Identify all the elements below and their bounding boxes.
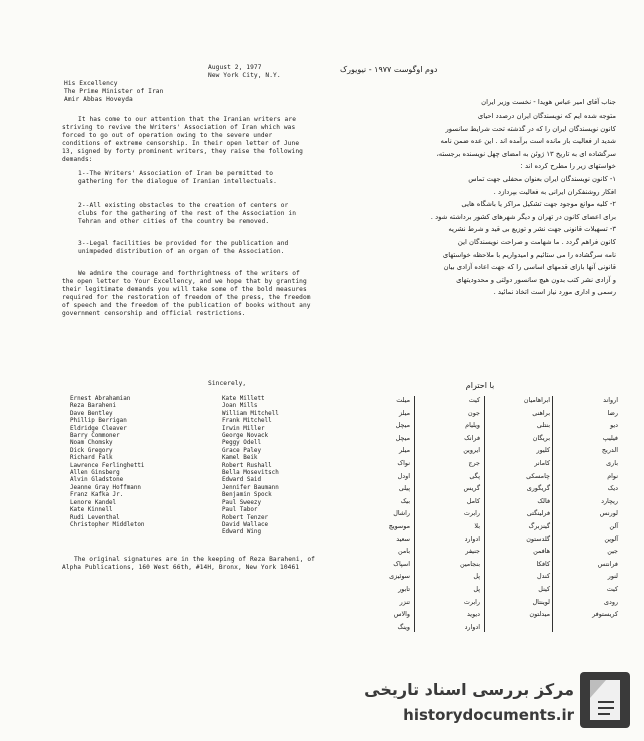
watermark-url: historydocuments.ir xyxy=(403,706,574,724)
persian-signatory-name: فرانتس xyxy=(597,559,618,568)
persian-signatory-name: کندل xyxy=(537,572,550,581)
persian-signatory-name: بنتلی xyxy=(536,421,550,430)
signatory-name: Kate Kinnell xyxy=(70,507,113,514)
persian-signatory-name: بنجامین xyxy=(460,559,480,568)
persian-signatory-name: فرانک xyxy=(464,433,480,442)
persian-signatory-name: الدریج xyxy=(601,446,618,455)
addressee-line: His Excellency xyxy=(64,80,118,87)
signatory-name: Christopher Middleton xyxy=(70,521,145,528)
signatory-name: Kamel Beik xyxy=(222,455,258,462)
persian-body-line: ۳- تسهیلات قانونی جهت نشر و توزیع بی قید و شرط نشریه xyxy=(448,225,616,234)
persian-signatory-name: فرلینگتی xyxy=(526,509,550,518)
persian-signatory-name: اودل xyxy=(397,471,410,480)
persian-signatory-name: فالک xyxy=(537,496,550,505)
persian-body-line: رسمی و اداری مورد نیاز است اتخاذ نمائید . xyxy=(493,288,616,297)
signatory-name: Barry Commoner xyxy=(70,433,120,440)
signatory-name: Franz Kafka Jr. xyxy=(70,492,124,499)
english-footnote: The original signatures are in the keeping of Reza Baraheni, of Alpha Publications, 160 West 66th, #14H, Bronx, New York 10461 xyxy=(62,556,315,571)
signatory-name: Lawrence Ferlinghetti xyxy=(70,462,145,469)
persian-body-line: ۱- کانون نویسندگان ایران بعنوان محفلی جهت تماس xyxy=(468,174,616,183)
persian-closing: با احترام xyxy=(465,381,495,390)
signatory-name: Joan Mills xyxy=(222,403,258,410)
persian-signatory-name: لورنس xyxy=(599,509,618,518)
persian-signatory-name: ادوارد xyxy=(464,534,480,543)
watermark-logo-icon xyxy=(580,672,630,728)
persian-body-line: شدید از فعالیت باز مانده است برآمده اند . این عده ضمن نامه xyxy=(440,137,616,146)
signatory-name: David Wallace xyxy=(222,521,269,528)
persian-body-line: نامه سرگشاده را می ستائیم و امیدواریم با ملاحظه خواستهای xyxy=(442,250,616,259)
persian-signatory-name: باری xyxy=(606,459,618,467)
persian-signatory-name: گلدستون xyxy=(526,534,550,543)
signatory-name: Jennifer Baumann xyxy=(222,484,279,491)
persian-signatory-name: راشال xyxy=(393,509,410,518)
persian-signatory-name: ریچارد xyxy=(601,496,618,505)
persian-signatory-name: جین xyxy=(607,547,618,556)
persian-signatory-name: بریگان xyxy=(532,433,550,442)
english-closing-paragraph: We admire the courage and forthrightness of the writers of the open letter to Your Excellency, and we hope that by granting their legitimate demands you will take some of the bold measures required for the restoration of freedom of the press, the freedom of speech and the freedom of the publication of books without any government censorship and official restrictions. xyxy=(62,270,311,317)
persian-signatory-name: کیت xyxy=(606,585,618,593)
english-dateline xyxy=(208,64,281,80)
column-divider xyxy=(552,396,553,632)
persian-signatory-name: دیوید xyxy=(466,610,480,619)
persian-signatory-name: نوام xyxy=(607,471,618,480)
persian-signatory-name: گینزبرگ xyxy=(528,522,550,530)
persian-signatory-name: جرج xyxy=(468,459,480,467)
signatory-name: Alvin Gladstone xyxy=(70,477,124,484)
persian-signatory-name: ایروین xyxy=(463,446,480,455)
persian-signatory-name: کامل xyxy=(466,496,480,505)
signatory-name: Grace Paley xyxy=(222,447,262,454)
persian-signatory-name: کریستوفر xyxy=(592,610,618,619)
persian-signatory-name: پگی xyxy=(469,471,480,480)
persian-signatory-name: دیو xyxy=(610,421,618,430)
persian-body-line: سرگشاده ای به تاریخ ۱۳ ژوئن به امضای چهل نویسنده برجسته، xyxy=(436,149,616,158)
english-demand-3: 3--Legal facilities be provided for the publication and unimpeded distribution of an organ of the Association. xyxy=(78,240,289,255)
watermark-title: مرکز بررسی اسناد تاریخی xyxy=(364,680,574,699)
persian-signatory-name: بلا xyxy=(474,522,480,530)
addressee-line: The Prime Minister of Iran xyxy=(64,88,164,95)
signatory-name: Paul Sweezy xyxy=(222,499,262,506)
signatory-name: Jeanne Gray Hoffmann xyxy=(70,484,141,491)
signatory-name: George Novack xyxy=(222,433,269,440)
persian-body-line: و آزادی نشر کتب بدون هیچ سانسور دولتی و محدودیتهای xyxy=(456,275,616,284)
signatory-name: Bella Mosevitsch xyxy=(222,470,279,477)
signatory-name: Dave Bentley xyxy=(70,410,113,417)
persian-signatory-name: پل xyxy=(473,585,480,593)
persian-signatory-name: فیلیپ xyxy=(602,433,618,442)
persian-signatory-name: بیک xyxy=(400,496,410,505)
persian-signatory-name: براهنی xyxy=(532,408,550,417)
persian-signatory-name: آلوین xyxy=(604,534,618,543)
dateline-place: New York City, N.Y. xyxy=(208,72,281,79)
persian-signatory-name: اسپاک xyxy=(393,559,410,568)
persian-signatory-name: کیت xyxy=(468,396,480,404)
persian-signatory-name: تابور xyxy=(398,585,410,593)
dateline-date: August 2, 1977 xyxy=(208,64,262,71)
persian-signatory-name: ابراهامیان xyxy=(523,396,550,404)
persian-body-line: ۲- کلیه موانع موجود جهت تشکیل مراکز یا باشگاه هایی xyxy=(461,200,616,209)
english-demand-2: 2--All existing obstacles to the creation of centers or clubs for the gathering of the rest of the Association in Tehran and other cities of the country be removed. xyxy=(78,202,297,225)
column-divider xyxy=(414,396,415,632)
persian-signatory-name: میچل xyxy=(395,433,410,442)
english-signoff: Sincerely, xyxy=(208,380,247,387)
persian-signatory-name: میدلتون xyxy=(529,610,550,619)
persian-signatory-name: تنزر xyxy=(399,597,410,606)
persian-signatory-name: وینگ xyxy=(397,622,410,631)
persian-body-line: قانونی آنها بازای قدمهای اساسی را که جهت اعاده آزادی بیان xyxy=(443,263,616,272)
column-divider xyxy=(484,396,485,632)
persian-signatory-name: میلز xyxy=(399,408,410,417)
persian-signatory-name: چامسکی xyxy=(526,471,550,480)
signatory-name: Lenore Kandel xyxy=(70,499,117,506)
persian-signatory-name: سوئیزی xyxy=(389,572,410,581)
persian-signatory-name: لوینتال xyxy=(532,597,550,606)
addressee-line: Amir Abbas Hoveyda xyxy=(64,96,133,103)
signatory-name: Irwin Miller xyxy=(222,425,265,432)
persian-signatory-name: موسویچ xyxy=(388,522,410,530)
persian-signatory-name: هافمن xyxy=(533,547,550,556)
persian-signatory-name: رابرت xyxy=(463,597,480,606)
persian-signatory-name: رضا xyxy=(607,408,618,417)
persian-body-line: افکار روشنفکران ایرانی به فعالیت بپردازد . xyxy=(493,187,616,196)
persian-signatory-name: والاس xyxy=(393,610,410,619)
persian-signatories-table xyxy=(346,396,624,640)
english-demand-1: 1--The Writers' Association of Iran be permitted to gathering for the dialogue of Iranian intellectuals. xyxy=(78,170,277,185)
persian-signatory-name: ارواند xyxy=(603,396,618,404)
persian-signatory-name: کامانر xyxy=(534,459,550,467)
persian-signatory-name: میلر xyxy=(399,446,410,455)
signatory-name: Frank Mitchell xyxy=(222,418,272,425)
signatory-name: Paul Tabor xyxy=(222,507,258,514)
signatory-name: Edward Said xyxy=(222,477,262,484)
persian-body-line: کانون نویسندگان ایران را که در گذشته تحت شرایط سانسور xyxy=(445,124,616,133)
persian-signatory-name: میچل xyxy=(395,421,410,430)
persian-signatory-name: رابرت xyxy=(463,509,480,518)
persian-signatory-name: بامن xyxy=(397,547,410,556)
signatory-name: Ernest Abrahamian xyxy=(70,396,131,402)
persian-body-line: کانون فراهم گردد . ما شهامت و صراحت نویسندگان این xyxy=(457,237,616,246)
signatory-name: William Mitchell xyxy=(222,410,279,417)
signatory-name: Eldridge Cleaver xyxy=(70,425,127,432)
persian-signatory-name: لنور xyxy=(607,572,618,581)
persian-body-line: برای اعضای کانون در تهران و دیگر شهرهای کشور برداشته شود . xyxy=(430,212,616,221)
signatory-name: Allen Ginsberg xyxy=(70,470,120,477)
persian-signatory-name: ویلیام xyxy=(465,421,480,430)
persian-signatory-name: دیک xyxy=(607,484,618,493)
signatory-name: Rudi Leventhal xyxy=(70,514,120,521)
persian-body-line: خواستهای زیر را مطرح کرده اند : xyxy=(520,162,616,171)
persian-body xyxy=(330,110,616,299)
persian-signatory-name: آلن xyxy=(609,522,618,530)
signatory-name: Robert Tenzer xyxy=(222,514,269,521)
persian-signatory-name: میلت xyxy=(396,396,410,404)
persian-body-line: متوجه شده ایم که نویسندگان ایران درصدد احیای xyxy=(477,112,616,120)
persian-signatory-name: جون xyxy=(468,408,480,417)
persian-signatory-name: کافکا xyxy=(536,559,550,568)
signatory-name: Edward Wing xyxy=(222,529,262,536)
persian-signatory-name: سعید xyxy=(396,534,410,543)
signatories-right-column xyxy=(222,396,279,537)
signatory-name: Robert Rushall xyxy=(222,462,272,469)
signatory-name: Richard Falk xyxy=(70,455,113,462)
signatory-name: Peggy Odell xyxy=(222,440,262,447)
persian-signatory-name: گریس xyxy=(463,484,480,493)
signatories-left-column xyxy=(70,396,144,529)
persian-date: دوم اوگوست ۱۹۷۷ - نیویورک xyxy=(340,65,438,74)
signatory-name: Reza Baraheni xyxy=(70,403,117,410)
signatory-name: Kate Millett xyxy=(222,396,265,402)
persian-signatory-name: کلیور xyxy=(536,446,550,455)
persian-signatory-name: ادوارد xyxy=(464,622,480,631)
signatory-name: Phillip Berrigan xyxy=(70,418,127,425)
persian-signatory-name: کینل xyxy=(538,585,550,593)
persian-signatory-name: نواک xyxy=(397,459,410,467)
signatory-name: Dick Gregory xyxy=(70,447,113,454)
persian-signatory-name: پل xyxy=(473,572,480,581)
persian-salutation: جناب آقای امیر عباس هویدا - نخست وزیر ایران xyxy=(481,98,616,106)
persian-signatory-name: رودی xyxy=(603,597,618,606)
persian-signatory-name: گریگوری xyxy=(526,484,550,493)
persian-signatory-name: جنیفر xyxy=(465,547,480,556)
english-addressee xyxy=(64,80,163,104)
persian-signatory-name: پیلی xyxy=(398,484,410,493)
signatory-name: Noam Chomsky xyxy=(70,440,113,447)
signatory-name: Benjamin Spock xyxy=(222,492,272,499)
english-intro-paragraph: It has come to our attention that the Iranian writers are striving to revive the Writers' Association of Iran which was forced to go out of operation owing to the severe under conditions of extreme censorship. In their open letter of June 13, signed by forty prominent writers, they raise the following demands: xyxy=(62,116,303,163)
